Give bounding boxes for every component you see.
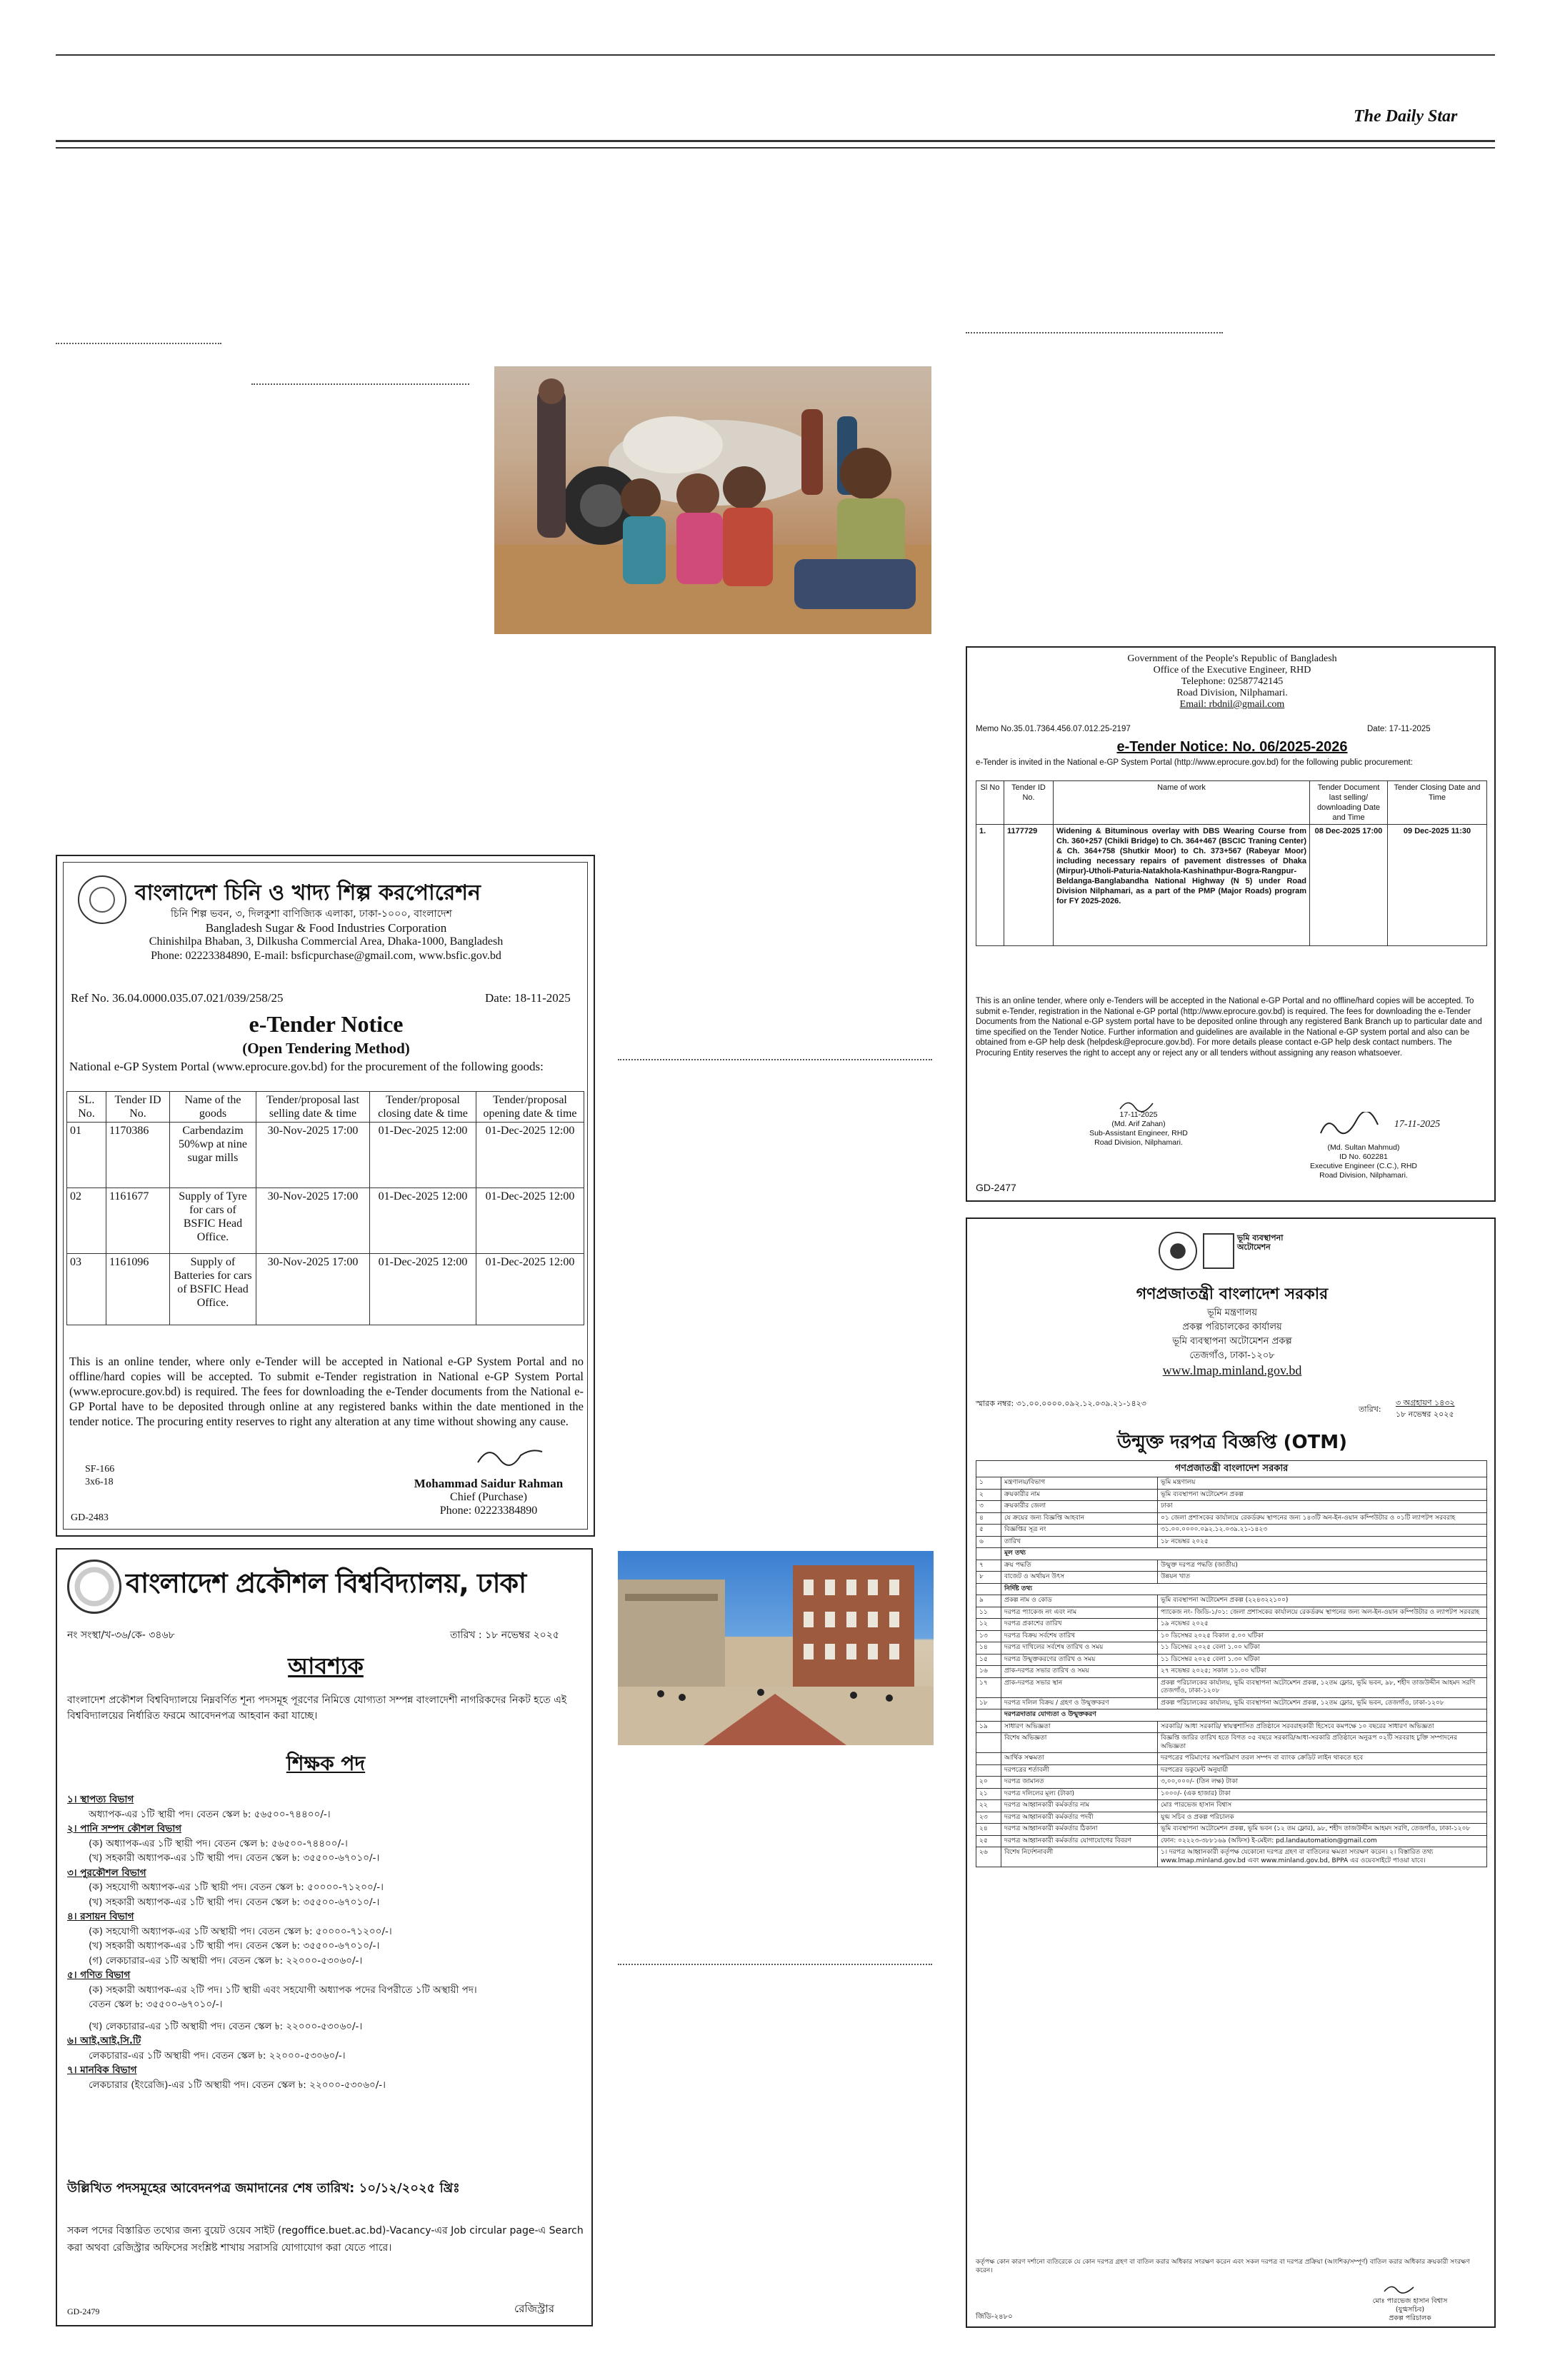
header-cell: Sl No [976, 781, 1004, 825]
table-cell [976, 1583, 1001, 1595]
lmap-header [967, 1306, 1496, 1377]
table-header-row [67, 1092, 584, 1123]
buet-name: বাংলাদেশ প্রকৌশল বিশ্ববিদ্যালয়, ঢাকা [126, 1567, 526, 1599]
lmap-table-title: গণপ্রজাতন্ত্রী বাংলাদেশ সরকার [976, 1461, 1487, 1477]
lmap-signature [1381, 2281, 1424, 2296]
table-cell: ২০ [976, 1777, 1001, 1789]
lmap-title: উন্মুক্ত দরপত্র বিজ্ঞপ্তি (OTM) [1116, 1432, 1348, 1453]
table-row [976, 1847, 1487, 1867]
buet-date: তারিখ : ১৮ নভেম্বর ২০২৫ [450, 1630, 559, 1641]
bsfic-signature [474, 1441, 546, 1470]
rhd-tender-table [976, 780, 1487, 946]
table-cell: ক্রয় পদ্ধতি [1001, 1560, 1158, 1572]
lmap-otm-ad [966, 1217, 1496, 2328]
table-cell: প্যাকেজ নং- জিডি-১/০১: জেলা প্রশাসকের কার্যালয়ে রেকর্ডরুম স্থাপনের জন্য অল-ইন-ওয়ান কম্পিউটার ও ল্যাপটপ সরবরাহ [1158, 1607, 1487, 1619]
table-cell: ২৫ [976, 1835, 1001, 1847]
table-cell: দরপত্রের শর্তাবলী [1001, 1764, 1158, 1777]
news-photo-campus [618, 1551, 934, 1745]
table-cell: ১০০০/- (এক হাজার) টাকা [1158, 1788, 1487, 1800]
table-cell: ২৭ নভেম্বর ২০২৫; সকাল ১১.০০ ঘটিকা [1158, 1666, 1487, 1678]
lmap-note: কর্তৃপক্ষ কোন কারণ দর্শানো ব্যতিরেকে যে কোন দরপত্র গ্রহণ বা বাতিল করার অধিকার সংরক্ষণ করেন এবং সকল দরপত্র বা দরপত্র প্রক্রিয়া (আংশিক/সম্পূর্ণ) বাতিল করার অধিকার ক্রয়কারী সংরক্ষণ করেন। [976, 2259, 1470, 2274]
table-cell: Widening & Bituminous overlay with DBS Wearing Course from Ch. 360+257 (Chikli Bridge) to Ch. 364+467 (BSCIC Traning Center) & Ch. 364+758 (Shutkir Moor) to Ch. 373+567 (Rabeyar Moor) including necessary repairs of pavement distresses of Dhaka (Mirpur)-Utholi-Paturia-Natakhola-Kashinathpur-Bogra-Rangpur-Beldanga-Banglabandha National Highway (N 5) under Road Division Nilphamari, as a part of the PMP (Major Roads) program for FY 2025-2026. [1054, 825, 1310, 946]
table-cell: 1. [976, 825, 1004, 946]
table-cell [976, 1733, 1001, 1753]
table-cell: মোঃ পারভেজ হাসান বিশ্বাস [1158, 1800, 1487, 1812]
lmap-gov: গণপ্রজাতন্ত্রী বাংলাদেশ সরকার [1136, 1285, 1329, 1303]
rhd-date: Date: 17-11-2025 [1367, 725, 1431, 733]
table-cell: 01 [67, 1123, 106, 1188]
table-row [976, 1835, 1487, 1847]
table-cell: তারিখ [1001, 1536, 1158, 1548]
list-item: ৩। পুরকৌশল বিভাগ [67, 1867, 146, 1879]
bsfic-sf: SF-166 [85, 1464, 115, 1475]
list-item: ১। স্থাপত্য বিভাগ [67, 1794, 134, 1805]
table-cell: 1161677 [106, 1188, 170, 1254]
table-row [976, 1677, 1487, 1697]
table-cell: ২২ [976, 1800, 1001, 1812]
table-row [976, 1512, 1487, 1525]
separator [618, 1059, 932, 1060]
table-row [976, 1607, 1487, 1619]
list-item: লেকচারার-এর ১টি অস্থায়ী পদ। বেতন স্কেল ৳: ২২০০০-৫৩০৬০/-। [89, 2049, 346, 2062]
table-cell: সাধারণ অভিজ্ঞতা [1001, 1721, 1158, 1733]
header-cell: Tender/proposal opening date & time [476, 1092, 584, 1123]
header-cell: Tender Closing Date and Time [1388, 781, 1487, 825]
table-row [976, 1619, 1487, 1631]
table-cell: ১১ ডিসেম্বর ২০২৫ বেলা ১.০০ ঘটিকা [1158, 1642, 1487, 1655]
bsfic-title: e-Tender Notice [249, 1011, 404, 1037]
list-item: (খ) সহকারী অধ্যাপক-এর ১টি স্থায়ী পদ। বেতন স্কেল ৳: ৩৫৫০০-৬৭০১০/-। [89, 1852, 380, 1864]
lmap-signer-title2: প্রকল্প পরিচালক [1389, 2314, 1431, 2322]
lmap-memo: স্মারক নম্বর: ৩১.০০.০০০০.০৯২.১২.০৩৯.২১-১৪২৩ [976, 1399, 1146, 1408]
bsfic-tender-ad [56, 855, 595, 1537]
table-cell: দরপত্র দলিল বিক্রয় / গ্রহণ ও উন্মুক্তকরণ [1001, 1697, 1158, 1709]
table-cell: ভূমি ব্যবস্থাপনা অটোমেশন প্রকল্প, ভূমি ভবন (১২ তম ফ্লোর), ৯৮, শহীদ তাজউদ্দীন আহমদ সরণি, তেজগাঁও, ঢাকা-১২০৮ [1158, 1824, 1487, 1836]
list-item: (ক) সহযোগী অধ্যাপক-এর ১টি স্থায়ী পদ। বেতন স্কেল ৳: ৫০০০০-৭১২০০/-। [89, 1882, 384, 1893]
bsfic-size: 3x6-18 [85, 1477, 114, 1487]
separator [251, 383, 469, 385]
table-cell: মূল তথ্য [1001, 1548, 1487, 1560]
list-item: (ক) সহযোগী অধ্যাপক-এর ১টি অস্থায়ী পদ। বেতন স্কেল ৳: ৫০০০০-৭১২০০/-। [89, 1925, 392, 1937]
list-item: অধ্যাপক-এর ১টি স্থায়ী পদ। বেতন স্কেল ৳: ৫৬৫০০-৭৪৪০০/-। [89, 1808, 331, 1820]
table-row [976, 1788, 1487, 1800]
list-item: (গ) লেকচারার-এর ১টি অস্থায়ী পদ। বেতন স্কেল ৳: ২২০০০-৫৩০৬০/-। [89, 1954, 363, 1967]
list-item: ২। পানি সম্পদ কৌশল বিভাগ [67, 1823, 182, 1834]
table-cell: উন্মুক্ত দরপত্র পদ্ধতি (জাতীয়) [1158, 1560, 1487, 1572]
table-cell: Supply of Tyre for cars of BSFIC Head Office. [170, 1188, 256, 1254]
table-row [976, 1595, 1487, 1607]
header-cell: Tender ID No. [1004, 781, 1054, 825]
table-header-row [976, 781, 1487, 825]
header-cell: Tender/proposal last selling date & time [256, 1092, 370, 1123]
table-cell: বিজ্ঞপ্তির সূত্র নং [1001, 1525, 1158, 1537]
rhd-gd: GD-2477 [976, 1182, 1016, 1193]
table-cell [976, 1753, 1001, 1765]
list-item: (খ) লেকচারার-এর ১টি অস্থায়ী পদ। বেতন স্কেল ৳: ২২০০০-৫৩০৬০/-। [89, 2020, 363, 2032]
rhd-intro: e-Tender is invited in the National e-GP System Portal (http://www.eprocure.gov.bd) for the following public procurement: [976, 758, 1413, 767]
table-cell: দরপত্রের পরিমাণের সমপরিমাণ তরল সম্পদ বা ব্যাংক ক্রেডিট লাইন থাকতে হবে [1158, 1753, 1487, 1765]
bsfic-address-bn: চিনি শিল্প ভবন, ৩, দিলকুশা বাণিজ্যিক এলাকা, ঢাকা-১০০০, বাংলাদেশ [171, 908, 452, 920]
bsfic-date: Date: 18-11-2025 [485, 991, 571, 1005]
table-cell: 08 Dec-2025 17:00 [1310, 825, 1388, 946]
table-row [976, 1812, 1487, 1824]
list-item: (ক) সহকারী অধ্যাপক-এর ২টি পদ। ১টি স্থায়ী এবং সহযোগী অধ্যাপক পদের বিপরীতে ১টি অস্থায়ী পদ। [89, 1984, 477, 1996]
table-cell: ৪ [976, 1512, 1001, 1525]
lmap-web: www.lmap.minland.gov.bd [1162, 1363, 1302, 1377]
rhd-sig1-name: (Md. Arif Zahan) [1111, 1120, 1166, 1128]
table-cell: দরপত্র বিক্রয় সর্বশেষ তারিখ [1001, 1630, 1158, 1642]
lmap-place: তেজগাঁও, ঢাকা-১২০৮ [1189, 1350, 1275, 1361]
table-row [976, 1642, 1487, 1655]
rhd-h1: Government of the People's Republic of Bangladesh [1127, 653, 1337, 664]
bsfic-address-en: Chinishilpa Bhaban, 3, Dilkusha Commercial Area, Dhaka-1000, Bangladesh [149, 935, 504, 948]
news-photo-children [494, 366, 931, 634]
table-row [976, 1560, 1487, 1572]
bsfic-subtitle: (Open Tendering Method) [242, 1040, 410, 1057]
table-cell: ১৩ [976, 1630, 1001, 1642]
table-cell [976, 1548, 1001, 1560]
buet-logo [67, 1560, 121, 1614]
lmap-signer-title1: (যুগ্মসচিব) [1395, 2306, 1425, 2314]
table-cell: ৩,০০,০০০/- (তিন লক্ষ) টাকা [1158, 1777, 1487, 1789]
table-cell: ভূমি ব্যবস্থাপনা অটোমেশন প্রকল্প (২২৪৩২২১০০) [1158, 1595, 1487, 1607]
table-cell: ১ [976, 1477, 1001, 1490]
table-cell: যুগ্ম সচিব ও প্রকল্প পরিচালক [1158, 1812, 1487, 1824]
table-cell: দরপত্র প্রকাশের তারিখ [1001, 1619, 1158, 1631]
table-cell: দরপত্র প্যাকেজ নং এবং নাম [1001, 1607, 1158, 1619]
bsfic-signer: Mohammad Saidur Rahman [414, 1477, 564, 1490]
table-cell: 30-Nov-2025 17:00 [256, 1123, 370, 1188]
table-cell: ভূমি মন্ত্রণালয় [1158, 1477, 1487, 1490]
table-cell: Carbendazim 50%wp at nine sugar mills [170, 1123, 256, 1188]
buet-gd: GD-2479 [67, 2306, 100, 2316]
table-cell: ক্রয়কারীর নাম [1001, 1489, 1158, 1501]
table-cell: ৩১.০০.০০০০.০৯২.১২.০৩৯.২১-১৪২৩ [1158, 1525, 1487, 1537]
lmap-otm-table [976, 1460, 1487, 1867]
rhd-h3: Telephone: 02587742145 [1181, 676, 1284, 687]
table-cell: প্রকল্প পরিচালকের কার্যালয়, ভূমি ব্যবস্থাপনা অটোমেশন প্রকল্প, ১২তম ফ্লোর, ভূমি ভবন, ৯৮, শহীদ তাজউদ্দীন আহমদ সরণি তেজগাঁও, ঢাকা-১২০৮ [1158, 1677, 1487, 1697]
table-cell: দরপত্র আহ্বানকারী কর্মকর্তার ঠিকানা [1001, 1824, 1158, 1836]
table-cell: ১১ [976, 1607, 1001, 1619]
table-row [976, 1477, 1487, 1490]
table-header-row [976, 1461, 1487, 1477]
table-row [67, 1188, 584, 1254]
header-cell: Tender Document last selling/ downloading Date and Time [1310, 781, 1388, 825]
rhd-h5: Email: rbdnil@gmail.com [1179, 699, 1285, 710]
table-cell: ১১ ডিসেম্বর ২০২৫ বেলা ১.৩০ ঘটিকা [1158, 1654, 1487, 1666]
table-row [976, 1536, 1487, 1548]
header-cell: Tender ID No. [106, 1092, 170, 1123]
table-cell [976, 1764, 1001, 1777]
header-cell: Tender/proposal closing date & time [370, 1092, 476, 1123]
table-row [976, 1800, 1487, 1812]
header-cell: Name of the goods [170, 1092, 256, 1123]
list-item: (খ) সহকারী অধ্যাপক-এর ১টি স্থায়ী পদ। বেতন স্কেল ৳: ৩৫৫০০-৬৭০১০/-। [89, 1896, 380, 1908]
rhd-sig2-title: Executive Engineer (C.C.), RHD [1310, 1162, 1417, 1170]
list-item: ৬। আই.আই.সি.টি [67, 2035, 141, 2047]
bsfic-intro: National e-GP System Portal (www.eprocure.gov.bd) for the procurement of the following goods: [69, 1060, 544, 1073]
table-cell: 1161096 [106, 1254, 170, 1325]
table-cell: 01-Dec-2025 12:00 [476, 1188, 584, 1254]
list-item: লেকচারার (ইংরেজি)-এর ১টি অস্থায়ী পদ। বেতন স্কেল ৳: ২২০০০-৫৩০৬০/-। [89, 2079, 386, 2091]
header-cell: SL. No. [67, 1092, 106, 1123]
bsfic-tender-table [66, 1091, 584, 1325]
bsfic-name-bn: বাংলাদেশ চিনি ও খাদ্য শিল্প করপোরেশন [135, 880, 481, 905]
table-cell: ২৩ [976, 1812, 1001, 1824]
table-cell: দরপত্র আহ্বানকারী কর্মকর্তার যোগাযোগের বিবরণ [1001, 1835, 1158, 1847]
table-cell: প্রকল্প পরিচালকের কার্যালয়, ভূমি ব্যবস্থাপনা অটোমেশন প্রকল্প, ১২তম ফ্লোর, ভূমি ভবন, তেজগাঁও, ঢাকা-১২০৮ [1158, 1697, 1487, 1709]
table-cell: ৬ [976, 1536, 1001, 1548]
list-item: (খ) সহকারী অধ্যাপক-এর ১টি স্থায়ী পদ। বেতন স্কেল ৳: ৩৫৫০০-৬৭০১০/-। [89, 1940, 380, 1952]
list-item: ৫। গণিত বিভাগ [67, 1969, 131, 1981]
list-item: ৪। রসায়ন বিভাগ [67, 1911, 134, 1922]
table-row [67, 1123, 584, 1188]
rhd-h2: Office of the Executive Engineer, RHD [1153, 665, 1311, 676]
table-cell: যে ক্রয়ের জন্য বিজ্ঞপ্তি আহবান [1001, 1512, 1158, 1525]
table-cell: দরপত্র উন্মুক্তকরণের তারিখ ও সময় [1001, 1654, 1158, 1666]
bd-govt-seal [1159, 1232, 1197, 1270]
top-rule [56, 54, 1495, 56]
bsfic-logo [78, 875, 126, 924]
table-cell: ৮ [976, 1572, 1001, 1584]
table-cell: ৫ [976, 1525, 1001, 1537]
rhd-header [967, 653, 1496, 711]
header-rule-1 [56, 140, 1495, 142]
rhd-h4: Road Division, Nilphamari. [1176, 688, 1288, 698]
table-cell: 1170386 [106, 1123, 170, 1188]
table-cell: Supply of Batteries for cars of BSFIC Head Office. [170, 1254, 256, 1325]
table-cell: ক্রয়কারীর জেলা [1001, 1501, 1158, 1513]
table-cell [976, 1709, 1001, 1722]
table-cell: প্রাক-দরপত্র সভার স্থান [1001, 1677, 1158, 1697]
table-cell: ১৮ নভেম্বর ২০২৫ [1158, 1536, 1487, 1548]
table-cell: ২৬ [976, 1847, 1001, 1867]
table-row [976, 1572, 1487, 1584]
table-cell: ৩ [976, 1501, 1001, 1513]
table-cell: ২ [976, 1489, 1001, 1501]
table-cell: দরপত্র দাখিলের সর্বশেষ তারিখ ও সময় [1001, 1642, 1158, 1655]
table-cell: 01-Dec-2025 12:00 [370, 1254, 476, 1325]
table-row [976, 1489, 1487, 1501]
table-cell: প্রাক-দরপত্র সভার তারিখ ও সময় [1001, 1666, 1158, 1678]
table-row [976, 1654, 1487, 1666]
separator [618, 1964, 932, 1965]
lmap-gd: জিডি-২৪৮০ [976, 2313, 1013, 2321]
table-cell: দরপত্র দলিলের মূল্য (টাকা) [1001, 1788, 1158, 1800]
buet-memo: নং সংস্থা/খ-৩৬/কে- ৩৪৬৮ [67, 1630, 175, 1641]
bsfic-contact: Phone: 02223384890, E-mail: bsficpurchase@gmail.com, www.bsfic.gov.bd [151, 950, 501, 962]
bsfic-phone: Phone: 02223384890 [439, 1505, 538, 1517]
table-cell: ১২ [976, 1619, 1001, 1631]
table-cell: 1177729 [1004, 825, 1054, 946]
table-cell: 01-Dec-2025 12:00 [476, 1123, 584, 1188]
table-cell: ১। দরপত্র আহ্বানকারী কর্তৃপক্ষ যেকোনো দরপত্র গ্রহণ বা বাতিলের ক্ষমতা সংরক্ষণ করেন। ২। বিস্তারিত তথ্য www.lmap.minland.gov.bd এবং www.minland.gov.bd, BPPA এর ওয়েবসাইটে পাওয়া যাবে। [1158, 1847, 1487, 1867]
table-cell: ১৬ [976, 1666, 1001, 1678]
list-item: বেতন স্কেল ৳: ৩৫৫০০-৬৭০১০/-। [89, 1999, 223, 2010]
table-cell: উন্নয়ন খাত [1158, 1572, 1487, 1584]
lmap-date1: ৩ অগ্রহায়ণ ১৪৩২ [1396, 1398, 1455, 1407]
table-row [976, 1583, 1487, 1595]
table-cell: ১৪ [976, 1642, 1001, 1655]
table-cell: ভূমি ব্যবস্থাপনা অটোমেশন প্রকল্প [1158, 1489, 1487, 1501]
table-row [976, 1548, 1487, 1560]
buet-post-list [67, 1792, 585, 2092]
lmap-ministry: ভূমি মন্ত্রণালয় [1207, 1307, 1257, 1318]
table-row [976, 1709, 1487, 1722]
rhd-signer-2 [1281, 1143, 1446, 1180]
rhd-signature-2 [1317, 1112, 1381, 1140]
table-row [976, 1753, 1487, 1765]
bsfic-designation: Chief (Purchase) [450, 1491, 527, 1503]
table-cell: 03 [67, 1254, 106, 1325]
bsfic-name-en: Bangladesh Sugar & Food Industries Corporation [205, 921, 447, 935]
rhd-body: This is an online tender, where only e-Tenders will be accepted in the National e-GP Portal and no offline/hard copies will be accepted. To submit e-Tender, registration in the National e-GP portal (http://www.eprocure.gov.bd) is required. The fees for downloading the e-Tender Documents from the National e-GP system portal have to be deposited online through any registered Bank Branch up to particular date and time specified on the Tender Notice. Further information and guidelines are available in the National e-GP system portal and also can be obtained from e-GP help desk (helpdesk@eprocure.gov.bd). For more details please contact e-GP help desk contact numbers. The Procuring Entity reserves the right to accept any or reject any or all tenders without assigning any reason whatsoever. [976, 997, 1482, 1058]
table-cell: ১০ ডিসেম্বর ২০২৫ বিকাল ৫.০০ ঘটিকা [1158, 1630, 1487, 1642]
buet-recruitment-ad [56, 1548, 593, 2326]
rhd-memo: Memo No.35.01.7364.456.07.012.25-2197 [976, 725, 1131, 733]
table-cell: মন্ত্রণালয়/বিভাগ [1001, 1477, 1158, 1490]
table-cell: আর্থিক সক্ষমতা [1001, 1753, 1158, 1765]
table-cell: বিশেষ অভিজ্ঞতা [1001, 1733, 1158, 1753]
lmap-logo [1203, 1233, 1234, 1269]
buet-section: শিক্ষক পদ [286, 1752, 366, 1775]
table-cell: নির্দিষ্ট তথ্য [1001, 1583, 1487, 1595]
table-row [976, 1501, 1487, 1513]
table-row [976, 1764, 1487, 1777]
table-cell: ২৪ [976, 1824, 1001, 1836]
table-cell: ১৭ [976, 1677, 1001, 1697]
table-cell: বাজেট ও অর্থায়ন উৎস [1001, 1572, 1158, 1584]
separator [966, 332, 1223, 333]
table-row [976, 1733, 1487, 1753]
table-cell: দরপত্র আহ্বানকারী কর্মকর্তার পদবী [1001, 1812, 1158, 1824]
table-cell: 01-Dec-2025 12:00 [370, 1123, 476, 1188]
lmap-date2: ১৮ নভেম্বর ২০২৫ [1396, 1410, 1454, 1419]
rhd-sig1-title: Sub-Assistant Engineer, RHD [1089, 1129, 1188, 1138]
table-cell: ৯ [976, 1595, 1001, 1607]
table-cell: 01-Dec-2025 12:00 [370, 1188, 476, 1254]
rhd-sig2-place: Road Division, Nilphamari. [1319, 1171, 1408, 1180]
lmap-logo-text: ভূমি ব্যবস্থাপনা অটোমেশন [1237, 1233, 1284, 1252]
table-cell: 02 [67, 1188, 106, 1254]
header-cell: Name of work [1054, 781, 1310, 825]
table-row [976, 1777, 1487, 1789]
table-cell: 30-Nov-2025 17:00 [256, 1188, 370, 1254]
lmap-signer: মোঃ পারভেজ হাসান বিশ্বাস [1372, 2297, 1448, 2305]
header-rule-2 [56, 147, 1495, 149]
rhd-sig2-name: (Md. Sultan Mahmud) [1327, 1143, 1400, 1152]
buet-deadline: উল্লিখিত পদসমূহের আবেদনপত্র জমাদানের শেষ তারিখ: ১০/১২/২০২৫ খ্রিঃ [67, 2181, 460, 2196]
rhd-title: e-Tender Notice: No. 06/2025-2026 [1116, 739, 1348, 755]
table-cell: ১৫ [976, 1654, 1001, 1666]
masthead-logo: The Daily Star [1354, 107, 1458, 126]
lmap-signer-block [1339, 2297, 1481, 2323]
table-cell: ১৯ নভেম্বর ২০২৫ [1158, 1619, 1487, 1631]
list-item: ৭। মানবিক বিভাগ [67, 2064, 137, 2076]
separator [56, 343, 221, 344]
table-row [976, 1666, 1487, 1678]
table-row [976, 1721, 1487, 1733]
table-cell: দরপত্রদাতার যোগ্যতা ও উন্মুক্তকরণ [1001, 1709, 1487, 1722]
table-cell: ০১ জেলা প্রশাসকের কার্যালয়ে রেকর্ডরুম স্থাপনের জন্য ১৪৩টি অন-ইন-ওয়ান কম্পিউটার ও ০১টি ল্যাপটপ সরবরাহ [1158, 1512, 1487, 1525]
table-cell: 09 Dec-2025 11:30 [1388, 825, 1487, 946]
table-cell: ঢাকা [1158, 1501, 1487, 1513]
table-cell: ৭ [976, 1560, 1001, 1572]
table-cell: ১৯ [976, 1721, 1001, 1733]
table-row [976, 825, 1487, 946]
rhd-sig1-place: Road Division, Nilphamari. [1094, 1138, 1183, 1147]
table-cell: বিজ্ঞপ্তি জারির তারিখ হতে বিগত ০৫ বছরে সরকারি/আধা-সরকারি প্রতিষ্ঠানে অনুরূপ ০২টি সরবরাহ চুক্তি সম্পাদনের অভিজ্ঞতা [1158, 1733, 1487, 1753]
table-cell: দরপত্র আহ্বানকারী কর্মকর্তার নাম [1001, 1800, 1158, 1812]
lmap-date-label: তারিখ: [1359, 1405, 1381, 1414]
buet-intro: বাংলাদেশ প্রকৌশল বিশ্ববিদ্যালয়ে নিম্নবর্ণিত শূন্য পদসমূহ পূরণের নিমিত্তে যোগ্যতা সম্পন্ন বাংলাদেশী নাগরিকদের নিকট হতে এই বিশ্ববিদ্যালয়ের নির্ধারিত ফরমে আবেদনপত্র আহবান করা যাচ্ছে। [67, 1694, 567, 1722]
table-cell: দরপত্রের ডকুমেন্ট অনুযায়ী [1158, 1764, 1487, 1777]
table-cell: 01-Dec-2025 12:00 [476, 1254, 584, 1325]
table-row [976, 1697, 1487, 1709]
lmap-office: প্রকল্প পরিচালকের কার্যালয় [1182, 1322, 1282, 1332]
bsfic-gd: GD-2483 [71, 1512, 109, 1523]
lmap-dates [1396, 1397, 1455, 1420]
rhd-tender-ad [966, 646, 1496, 1202]
rhd-signer-1 [1074, 1110, 1203, 1148]
table-row [976, 1630, 1487, 1642]
table-cell: 30-Nov-2025 17:00 [256, 1254, 370, 1325]
buet-signer: রেজিস্ট্রার [514, 2302, 555, 2315]
table-cell: দরপত্র জামানত [1001, 1777, 1158, 1789]
table-cell: ১৮ [976, 1697, 1001, 1709]
table-row [67, 1254, 584, 1325]
buet-footer: সকল পদের বিস্তারিত তথ্যের জন্য বুয়েট ওয়েব সাইট (regoffice.buet.ac.bd)-Vacancy-এর Job circular page-এ Search করা অথবা রেজিস্ট্রার অফিসের সংশ্লিষ্ট শাখায় সরাসরি যোগাযোগ করা যেতে পারে। [67, 2225, 584, 2254]
table-cell: সরকারি/ আধা সরকারি/ স্বায়ত্বশাসিত প্রতিষ্ঠানে সরবরাহকারী হিসেবে কমপক্ষে ১০ বছরের সাধারণ অভিজ্ঞতা [1158, 1721, 1487, 1733]
rhd-sig2-date: 17-11-2025 [1394, 1119, 1441, 1130]
buet-title: আবশ্যক [288, 1652, 364, 1679]
lmap-project: ভূমি ব্যবস্থাপনা অটোমেশন প্রকল্প [1172, 1336, 1292, 1347]
bsfic-ref: Ref No. 36.04.0000.035.07.021/039/258/25 [71, 991, 284, 1005]
table-cell: ২১ [976, 1788, 1001, 1800]
rhd-sig1-date: 17-11-2025 [1119, 1110, 1158, 1119]
table-cell: প্রকল্প নাম ও কোড [1001, 1595, 1158, 1607]
table-cell: ফোন: ০২২২৩-৩৮৮১৬৯ (অফিস) ই-মেইল: pd.landautomation@gmail.com [1158, 1835, 1487, 1847]
list-item: (ক) অধ্যাপক-এর ১টি স্থায়ী পদ। বেতন স্কেল ৳: ৫৬৫০০-৭৪৪০০/-। [89, 1837, 348, 1849]
table-cell: বিশেষ নির্দেশনাবলী [1001, 1847, 1158, 1867]
table-row [976, 1525, 1487, 1537]
bsfic-body: This is an online tender, where only e-Tender will be accepted in National e-GP System Portal and no offline/hard copies will be accepted. To submit e-Tender registration in National e-GP System Portal (www.eprocure.gov.bd) is required. The fees for downloading the e-Tender documents from the National e-GP Portal have to be deposited through online at any registered banks within the date mentioned in the tender notice. The procuring entity reserves to right any alteration at any time without showing any cause. [69, 1355, 584, 1428]
rhd-sig2-id: ID No. 602281 [1339, 1153, 1388, 1161]
table-row [976, 1824, 1487, 1836]
